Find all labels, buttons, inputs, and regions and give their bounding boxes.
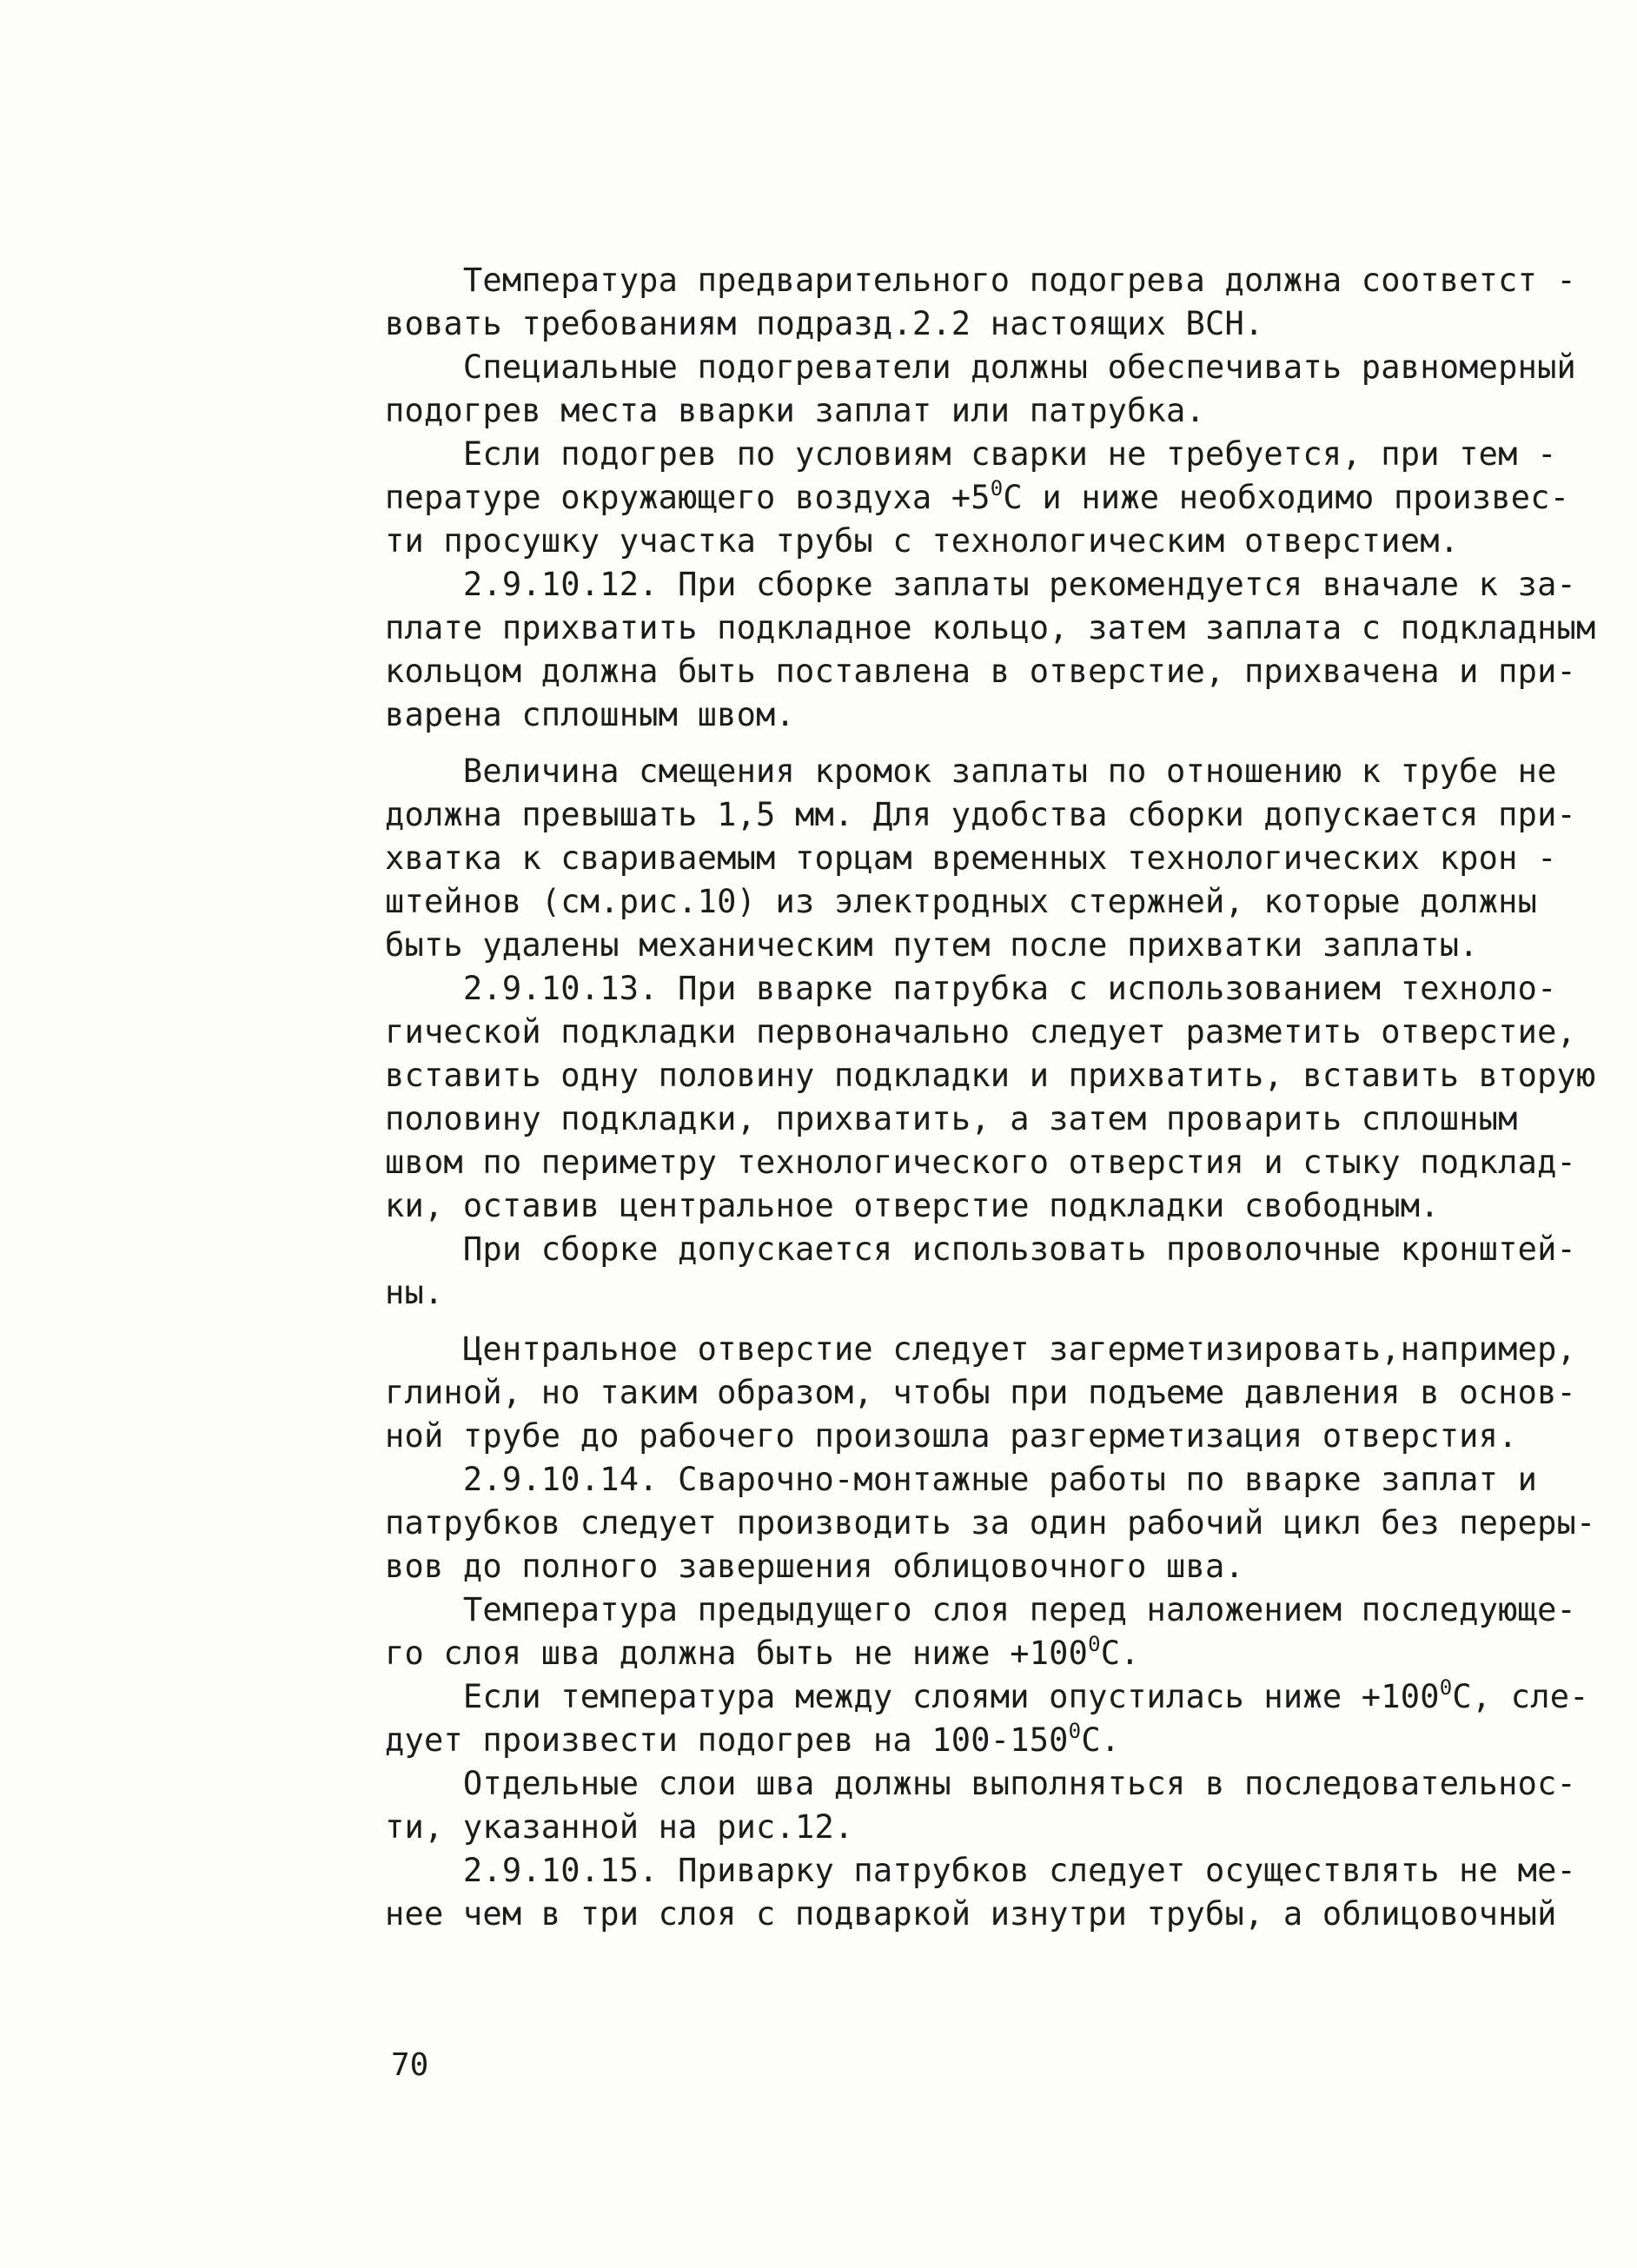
text-line: Специальные подогреватели должны обеспечивать равномерный <box>385 348 1577 386</box>
text-line: глиной, но таким образом, чтобы при подъеме давления в основ- <box>385 1374 1577 1411</box>
degree-superscript: 0 <box>1088 1632 1101 1656</box>
text-line: Величина смещения кромок заплаты по отношению к трубе не <box>385 753 1557 790</box>
text-line: штейнов (см.рис.10) из электродных стержней, которые должны <box>385 883 1538 920</box>
text-line <box>385 1632 1497 1675</box>
text-segment: го слоя шва должна быть не ниже +100 <box>385 1635 1089 1672</box>
paragraph-gap <box>385 1315 1497 1328</box>
text-line: хватка к свариваемым торцам временных технологических крон - <box>385 839 1557 877</box>
text-line: ти, указанной на рис.12. <box>385 1808 854 1846</box>
text-line: При сборке допускается использовать проволочные кронштей- <box>385 1230 1577 1268</box>
text-segment: Если температура между слоями опустилась ниже +100 <box>385 1678 1440 1715</box>
text-line: ной трубе до рабочего произошла разгерметизация отверстия. <box>385 1417 1518 1455</box>
text-line: должна превышать 1,5 мм. Для удобства сборки допускается при- <box>385 796 1577 833</box>
text-line: Центральное отверстие следует загерметизировать,например, <box>385 1330 1577 1368</box>
text-line: ны. <box>385 1274 444 1311</box>
text-line <box>385 476 1570 520</box>
text-line: кольцом должна быть поставлена в отверстие, прихвачена и при- <box>385 653 1577 690</box>
text-line: 2.9.10.12. При сборке заплаты рекомендуется вначале к за- <box>385 566 1577 603</box>
text-segment: С. <box>1100 1635 1140 1672</box>
text-line: вов до полного завершения облицовочного шва. <box>385 1548 1244 1585</box>
text-line: быть удалены механическим путем после прихватки заплаты. <box>385 926 1479 964</box>
text-segment: С. <box>1081 1721 1121 1759</box>
text-line: плате прихватить подкладное кольцо, затем заплата с подкладным <box>385 609 1596 647</box>
text-line: швом по периметру технологического отверстия и стыку подклад- <box>385 1144 1577 1181</box>
degree-superscript: 0 <box>990 476 1004 501</box>
text-segment: пературе окружающего воздуха +5 <box>385 479 991 516</box>
text-segment: С, сле- <box>1452 1678 1589 1715</box>
text-line: подогрев места вварки заплат или патрубка. <box>385 392 1205 429</box>
text-line: варена сплошным швом. <box>385 696 795 733</box>
text-line: 2.9.10.15. Приварку патрубков следует осуществлять не ме- <box>385 1852 1577 1889</box>
text-segment: С и ниже необходимо произвес- <box>1003 479 1570 516</box>
degree-superscript: 0 <box>1439 1675 1453 1700</box>
page-number: 70 <box>391 2047 429 2083</box>
text-line: 2.9.10.13. При вварке патрубка с использованием техноло- <box>385 970 1557 1007</box>
text-line: вовать требованиям подразд.2.2 настоящих ВСН. <box>385 305 1264 342</box>
text-line: ти просушку участка трубы с технологическим отверстием. <box>385 522 1460 560</box>
paragraph-gap <box>385 737 1497 750</box>
body-text <box>385 259 1596 1936</box>
text-line: Если подогрев по условиям сварки не требуется, при тем - <box>385 435 1557 473</box>
text-line: Температура предварительного подогрева должна соответст - <box>385 262 1577 299</box>
text-line: патрубков следует производить за один рабочий цикл без переры- <box>385 1504 1596 1542</box>
text-line: нее чем в три слоя с подваркой изнутри трубы, а облицовочный <box>385 1895 1557 1933</box>
degree-superscript: 0 <box>1068 1719 1082 1743</box>
text-line: Отдельные слои шва должны выполняться в последовательнос- <box>385 1765 1577 1802</box>
text-line: гической подкладки первоначально следует разметить отверстие, <box>385 1013 1577 1051</box>
text-line: 2.9.10.14. Сварочно-монтажные работы по вварке заплат и <box>385 1461 1538 1498</box>
text-line: половину подкладки, прихватить, а затем проварить сплошным <box>385 1100 1518 1137</box>
text-segment: дует произвести подогрев на 100-150 <box>385 1721 1069 1759</box>
text-line: Температура предыдущего слоя перед наложением последующе- <box>385 1591 1577 1628</box>
text-line: вставить одну половину подкладки и прихватить, вставить вторую <box>385 1057 1596 1094</box>
text-line: ки, оставив центральное отверстие подкладки свободным. <box>385 1187 1440 1224</box>
text-line <box>385 1675 1589 1719</box>
text-line <box>385 1719 1497 1762</box>
